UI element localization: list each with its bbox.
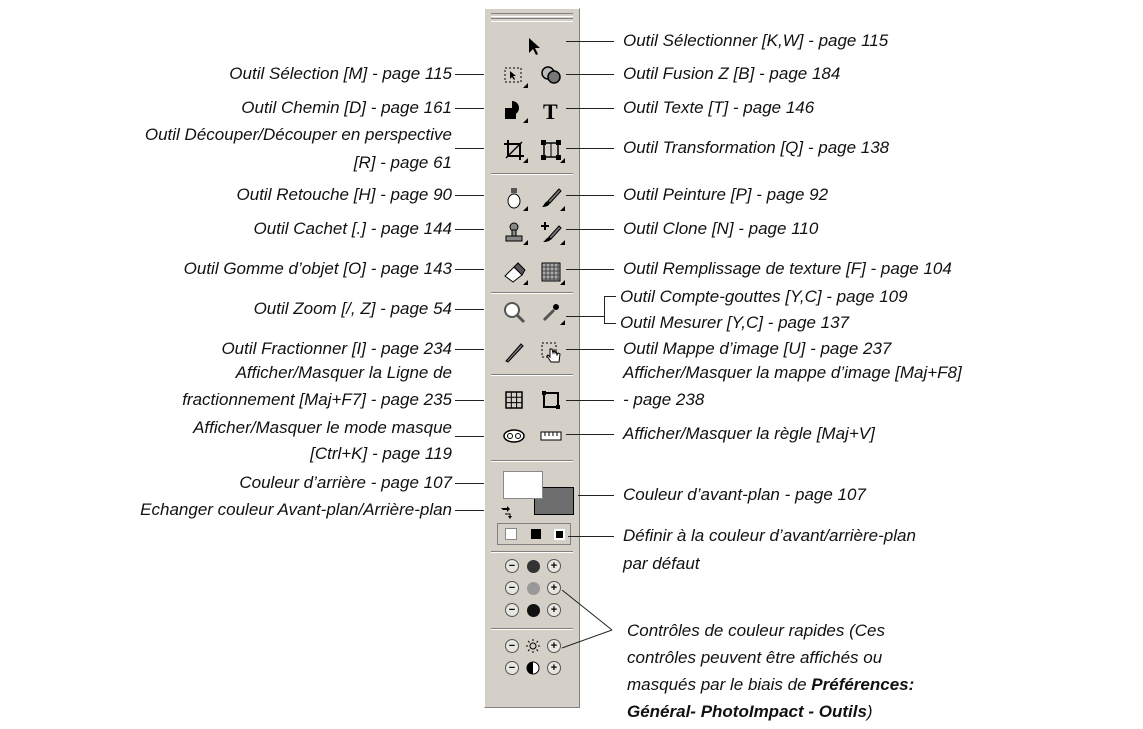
object-eraser-tool-button[interactable] xyxy=(500,259,528,285)
text-tool-button[interactable] xyxy=(537,97,565,123)
quick-increase-button[interactable]: + xyxy=(547,603,561,617)
label-remplissage: Outil Remplissage de texture [F] - page 104 xyxy=(623,259,952,278)
label-afficher-mappe-line2: - page 238 xyxy=(623,390,705,409)
default-black-swatch[interactable] xyxy=(531,529,541,539)
quick-control-hue xyxy=(505,557,561,575)
toggle-ruler-button[interactable] xyxy=(537,423,565,449)
label-gomme: Outil Gomme d’objet [O] - page 143 xyxy=(183,259,452,278)
quick-increase-button[interactable]: + xyxy=(547,559,561,573)
toggle-image-map-button[interactable] xyxy=(537,387,565,413)
label-fusion: Outil Fusion Z [B] - page 184 xyxy=(623,64,841,83)
label-definir-line2: par défaut xyxy=(623,554,700,573)
path-tool-button[interactable] xyxy=(500,97,528,123)
image-map-hand-icon xyxy=(539,340,563,364)
rectangle-outline-icon xyxy=(539,388,563,412)
label-selection: Outil Sélection [M] - page 115 xyxy=(229,64,452,83)
pick-tool-button[interactable] xyxy=(519,33,547,59)
toggle-slice-lines-button[interactable] xyxy=(500,387,528,413)
default-small-swatch[interactable] xyxy=(556,531,563,538)
quick-control-brightness xyxy=(505,637,561,655)
merge-objects-icon xyxy=(539,63,563,87)
background-color-swatch[interactable] xyxy=(503,471,543,499)
toolbox-grip[interactable] xyxy=(491,13,573,17)
selection-tool-button[interactable] xyxy=(500,62,528,88)
label-compte-gouttes: Outil Compte-gouttes [Y,C] - page 109 xyxy=(620,287,908,306)
slice-knife-icon xyxy=(502,340,526,364)
contrast-icon xyxy=(526,661,540,675)
grid-icon xyxy=(502,388,526,412)
label-masque-line2: [Ctrl+K] - page 119 xyxy=(310,444,452,463)
toggle-mask-mode-button[interactable] xyxy=(500,423,528,449)
stamp-tool-button[interactable] xyxy=(500,219,528,245)
zoom-tool-button[interactable] xyxy=(500,299,528,325)
label-regle: Afficher/Masquer la règle [Maj+V] xyxy=(623,424,875,443)
retouch-tool-button[interactable] xyxy=(500,185,528,211)
default-white-swatch[interactable] xyxy=(505,528,517,540)
hue-dot-icon xyxy=(527,560,540,573)
quick-controls-leader xyxy=(560,590,620,650)
quick-decrease-button[interactable]: − xyxy=(505,661,519,675)
label-transformation: Outil Transformation [Q] - page 138 xyxy=(623,138,890,157)
quick-control-saturation xyxy=(505,579,561,597)
label-zoom: Outil Zoom [/, Z] - page 54 xyxy=(253,299,452,318)
swap-colors-button[interactable] xyxy=(499,504,515,520)
label-mesurer: Outil Mesurer [Y,C] - page 137 xyxy=(620,313,849,332)
label-rapides-line2: contrôles peuvent être affichés ou xyxy=(627,648,883,667)
clone-tool-button[interactable] xyxy=(537,219,565,245)
texture-fill-tool-button[interactable] xyxy=(537,259,565,285)
label-ligne-line2: fractionnement [Maj+F7] - page 235 xyxy=(182,390,452,409)
fusion-tool-button[interactable] xyxy=(537,62,565,88)
swap-arrows-icon xyxy=(499,504,515,520)
quick-decrease-button[interactable]: − xyxy=(505,559,519,573)
quick-increase-button[interactable]: + xyxy=(547,661,561,675)
crop-tool-button[interactable] xyxy=(500,137,528,163)
label-decouper-line1: Outil Découper/Découper en perspective xyxy=(144,125,452,144)
mask-mode-icon xyxy=(502,424,526,448)
slice-tool-button[interactable] xyxy=(500,339,528,365)
label-peinture: Outil Peinture [P] - page 92 xyxy=(623,185,829,204)
quick-control-lightness xyxy=(505,601,561,619)
saturation-dot-icon xyxy=(527,582,540,595)
default-colors-bar xyxy=(497,523,571,545)
label-ligne-line1: Afficher/Masquer la Ligne de xyxy=(235,363,452,382)
label-definir-line1: Définir à la couleur d’avant/arrière-plan xyxy=(623,526,916,545)
label-echanger: Echanger couleur Avant-plan/Arrière-plan xyxy=(140,500,452,519)
magnifier-icon xyxy=(502,300,526,324)
text-t-icon xyxy=(539,98,563,122)
quick-decrease-button[interactable]: − xyxy=(505,603,519,617)
lightness-dot-icon xyxy=(527,604,540,617)
svg-text:T: T xyxy=(543,99,558,122)
quick-decrease-button[interactable]: − xyxy=(505,581,519,595)
quick-increase-button[interactable]: + xyxy=(547,639,561,653)
label-clone: Outil Clone [N] - page 110 xyxy=(623,219,819,238)
label-mappe: Outil Mappe d’image [U] - page 237 xyxy=(623,339,892,358)
transform-tool-button[interactable] xyxy=(537,137,565,163)
label-avant-plan: Couleur d’avant-plan - page 107 xyxy=(623,485,866,504)
sun-icon xyxy=(526,639,540,653)
label-fractionner: Outil Fractionner [I] - page 234 xyxy=(221,339,452,358)
label-texte: Outil Texte [T] - page 146 xyxy=(623,98,815,117)
quick-increase-button[interactable]: + xyxy=(547,581,561,595)
label-afficher-mappe-line1: Afficher/Masquer la mappe d’image [Maj+F8] xyxy=(623,363,962,382)
label-selectionner: Outil Sélectionner [K,W] - page 115 xyxy=(623,31,889,50)
label-arriere: Couleur d’arrière - page 107 xyxy=(239,473,452,492)
quick-decrease-button[interactable]: − xyxy=(505,639,519,653)
label-masque-line1: Afficher/Masquer le mode masque xyxy=(193,418,452,437)
quick-control-contrast xyxy=(505,659,561,677)
label-rapides-line4: Général- PhotoImpact - Outils) xyxy=(627,702,873,721)
label-rapides-line3: masqués par le biais de Préférences: xyxy=(627,675,915,694)
label-chemin: Outil Chemin [D] - page 161 xyxy=(241,98,452,117)
label-decouper-line2: [R] - page 61 xyxy=(353,153,452,172)
ruler-icon xyxy=(539,424,563,448)
label-retouche: Outil Retouche [H] - page 90 xyxy=(236,185,452,204)
label-rapides-line1: Contrôles de couleur rapides (Ces xyxy=(627,621,885,640)
eyedropper-tool-button[interactable] xyxy=(537,299,565,325)
label-cachet: Outil Cachet [.] - page 144 xyxy=(253,219,452,238)
image-map-tool-button[interactable] xyxy=(537,339,565,365)
paint-tool-button[interactable] xyxy=(537,185,565,211)
arrow-cursor-icon xyxy=(521,34,545,58)
